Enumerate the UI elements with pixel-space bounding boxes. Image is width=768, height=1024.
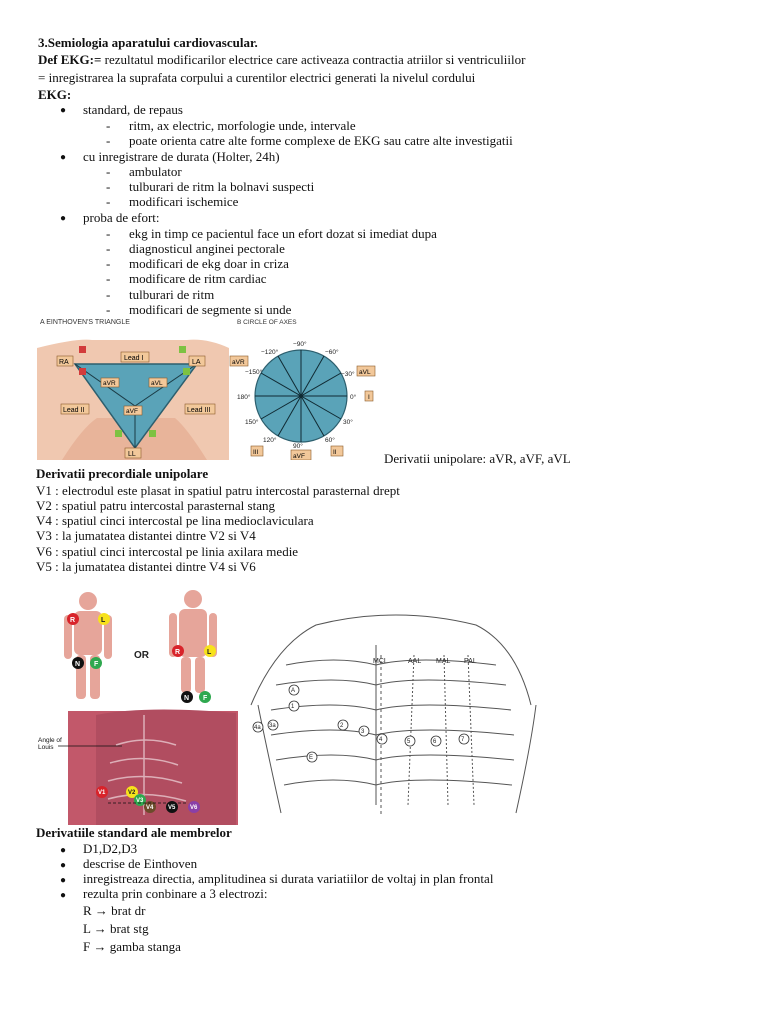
bullet-icon: ● xyxy=(60,890,67,901)
chest-drawing-bg xyxy=(248,613,541,825)
list-subitem: modificari de segmente si unde xyxy=(129,302,292,317)
bullet-icon: ● xyxy=(60,105,67,116)
axis-90: 90° xyxy=(293,443,303,450)
point-1: 1 xyxy=(291,704,295,710)
point-a: A xyxy=(291,688,296,694)
label-ra: RA xyxy=(59,359,69,366)
label-avf: aVF xyxy=(126,408,138,415)
positive-marker-icon xyxy=(115,430,122,437)
point-6: 6 xyxy=(433,739,437,745)
electrode-f: F xyxy=(203,695,208,702)
label-avr: aVR xyxy=(103,380,116,387)
negative-marker-icon xyxy=(79,368,86,375)
axis-label-i: I xyxy=(368,394,370,401)
definition-line-2: = inregistrarea la suprafata corpului a curentilor electrici generati la nivelul cordului xyxy=(38,70,476,85)
point-7: 7 xyxy=(461,737,465,743)
electrode-v4: V4 xyxy=(146,805,154,811)
label-avl: aVL xyxy=(151,380,163,387)
list-subitem: ritm, ax electric, morfologie unde, intervale xyxy=(129,118,356,133)
electrode-diagram xyxy=(36,585,541,825)
line-label-aal: AAL xyxy=(408,658,422,665)
dash-icon: - xyxy=(106,287,111,302)
limb-heading: Derivatiile standard ale membrelor xyxy=(36,825,232,840)
list-subitem: modificari ischemice xyxy=(129,194,239,209)
axis-0: 0° xyxy=(350,394,357,401)
caption-a: A EINTHOVEN'S TRIANGLE xyxy=(40,319,130,326)
axis-label-avl: aVL xyxy=(359,369,371,376)
bullet-icon: ● xyxy=(60,213,67,224)
label-lead3: Lead III xyxy=(187,407,211,414)
dash-icon: - xyxy=(106,271,111,286)
axis-label-iii: III xyxy=(253,449,259,456)
bullet-icon: ● xyxy=(60,860,67,871)
dash-icon: - xyxy=(106,118,111,133)
list-subitem: poate orienta catre alte forme complexe de EKG sau catre alte investigatii xyxy=(129,133,513,148)
electrode-mapping: F → gamba stanga xyxy=(83,939,181,954)
dash-icon: - xyxy=(106,194,111,209)
limb-item: rezulta prin conbinare a 3 electrozi: xyxy=(83,886,268,901)
point-e: E xyxy=(309,755,314,761)
list-subitem: diagnosticul anginei pectorale xyxy=(129,241,285,256)
electrode-mapping: R → brat dr xyxy=(83,903,146,918)
caption-b: B CIRCLE OF AXES xyxy=(237,319,297,326)
axis-60: 60° xyxy=(325,437,335,444)
unipolar-note: Derivatii unipolare: aVR, aVF, aVL xyxy=(384,451,571,466)
precordial-item: V2 : spatiul patru intercostal parasternal stang xyxy=(36,498,275,513)
list-item: cu inregistrare de durata (Holter, 24h) xyxy=(83,149,280,164)
point-5: 5 xyxy=(407,739,411,745)
axis-120: 120° xyxy=(263,437,277,444)
bullet-icon: ● xyxy=(60,845,67,856)
point-4a: 4a xyxy=(254,725,261,731)
axis-30: 30° xyxy=(343,419,353,426)
label-lead2: Lead II xyxy=(63,407,85,414)
bullet-icon: ● xyxy=(60,152,67,163)
electrode-l: L xyxy=(101,617,106,624)
label-lead1: Lead I xyxy=(124,355,144,362)
positive-marker-icon xyxy=(183,368,190,375)
line-label-pal: PAL xyxy=(464,658,477,665)
electrode-v3: V3 xyxy=(136,798,144,804)
axis-m120: −120° xyxy=(261,349,279,356)
axis-m30: −30° xyxy=(341,371,355,378)
positive-marker-icon xyxy=(149,430,156,437)
point-3: 3 xyxy=(361,729,365,735)
body-figure-1 xyxy=(64,592,112,699)
list-subitem: modificare de ritm cardiac xyxy=(129,271,267,286)
limb-item: D1,D2,D3 xyxy=(83,841,138,856)
precordial-item: V3 : la jumatatea distantei dintre V2 si V4 xyxy=(36,528,256,543)
dash-icon: - xyxy=(106,179,111,194)
line-label-mcl: MCL xyxy=(373,658,388,665)
axis-label-ii: II xyxy=(333,449,337,456)
axis-label-avr: aVR xyxy=(232,359,245,366)
body-figure-2 xyxy=(169,590,217,693)
dash-icon: - xyxy=(106,256,111,271)
or-label: OR xyxy=(134,650,149,661)
electrode-r: R xyxy=(70,617,76,624)
positive-marker-icon xyxy=(179,346,186,353)
page-title: 3.Semiologia aparatului cardiovascular. xyxy=(38,35,258,50)
precordial-item: V6 : spatiul cinci intercostal pe linia axilara medie xyxy=(36,544,299,559)
axis-150: 150° xyxy=(245,419,259,426)
label-la: LA xyxy=(192,359,201,366)
list-subitem: modificari de ekg doar in criza xyxy=(129,256,289,271)
electrode-v1: V1 xyxy=(98,790,106,796)
electrode-f: F xyxy=(94,661,99,668)
einthoven-diagram xyxy=(37,318,385,460)
precordial-item: V4 : spatiul cinci intercostal pe lina medioclaviculara xyxy=(36,513,314,528)
axis-m60: −60° xyxy=(325,349,339,356)
electrode-r: R xyxy=(175,649,181,656)
label-ll: LL xyxy=(128,451,136,458)
list-subitem: tulburari de ritm xyxy=(129,287,215,302)
axis-m90: −90° xyxy=(293,341,307,348)
dash-icon: - xyxy=(106,226,111,241)
axis-label-avf: aVF xyxy=(293,453,305,460)
limb-item: inregistreaza directia, amplitudinea si durata variatiilor de voltaj in plan frontal xyxy=(83,871,494,886)
dash-icon: - xyxy=(106,133,111,148)
electrode-figure xyxy=(36,585,541,825)
einthoven-figure xyxy=(37,318,385,460)
limb-item: descrise de Einthoven xyxy=(83,856,198,871)
dash-icon: - xyxy=(106,164,111,179)
line-label-mal: MAL xyxy=(436,658,451,665)
ekg-heading: EKG: xyxy=(38,87,72,102)
precordial-heading: Derivatii precordiale unipolare xyxy=(36,466,209,481)
electrode-n: N xyxy=(75,661,81,668)
electrode-mapping: L → brat stg xyxy=(83,921,149,936)
list-item: proba de efort: xyxy=(83,210,160,225)
angle-of-louis-label: Angle of Louis xyxy=(38,737,62,751)
electrode-v6: V6 xyxy=(190,805,198,811)
definition-line-1 xyxy=(38,52,525,67)
bullet-icon: ● xyxy=(60,875,67,886)
electrode-v5: V5 xyxy=(168,805,176,811)
negative-marker-icon xyxy=(79,346,86,353)
electrode-l: L xyxy=(207,649,212,656)
axis-m150: −150° xyxy=(245,369,263,376)
point-4: 4 xyxy=(379,737,383,743)
point-3a: 3a xyxy=(269,723,276,729)
list-subitem: ambulator xyxy=(129,164,182,179)
list-item: standard, de repaus xyxy=(83,102,183,117)
electrode-n: N xyxy=(184,695,190,702)
axis-180: 180° xyxy=(237,394,251,401)
dash-icon: - xyxy=(106,241,111,256)
list-subitem: tulburari de ritm la bolnavi suspecti xyxy=(129,179,315,194)
precordial-item: V1 : electrodul este plasat in spatiul patru intercostal parasternal drept xyxy=(36,483,400,498)
definition-text: rezultatul modificarilor electrice care activeaza contractia atriilor si ventriculiilor xyxy=(101,52,526,67)
point-2: 2 xyxy=(340,723,344,729)
precordial-item: V5 : la jumatatea distantei dintre V4 si V6 xyxy=(36,559,256,574)
definition-label: Def EKG:= xyxy=(38,52,102,67)
electrode-v2: V2 xyxy=(128,790,136,796)
list-subitem: ekg in timp ce pacientul face un efort dozat si imediat dupa xyxy=(129,226,437,241)
dash-icon: - xyxy=(106,302,111,317)
